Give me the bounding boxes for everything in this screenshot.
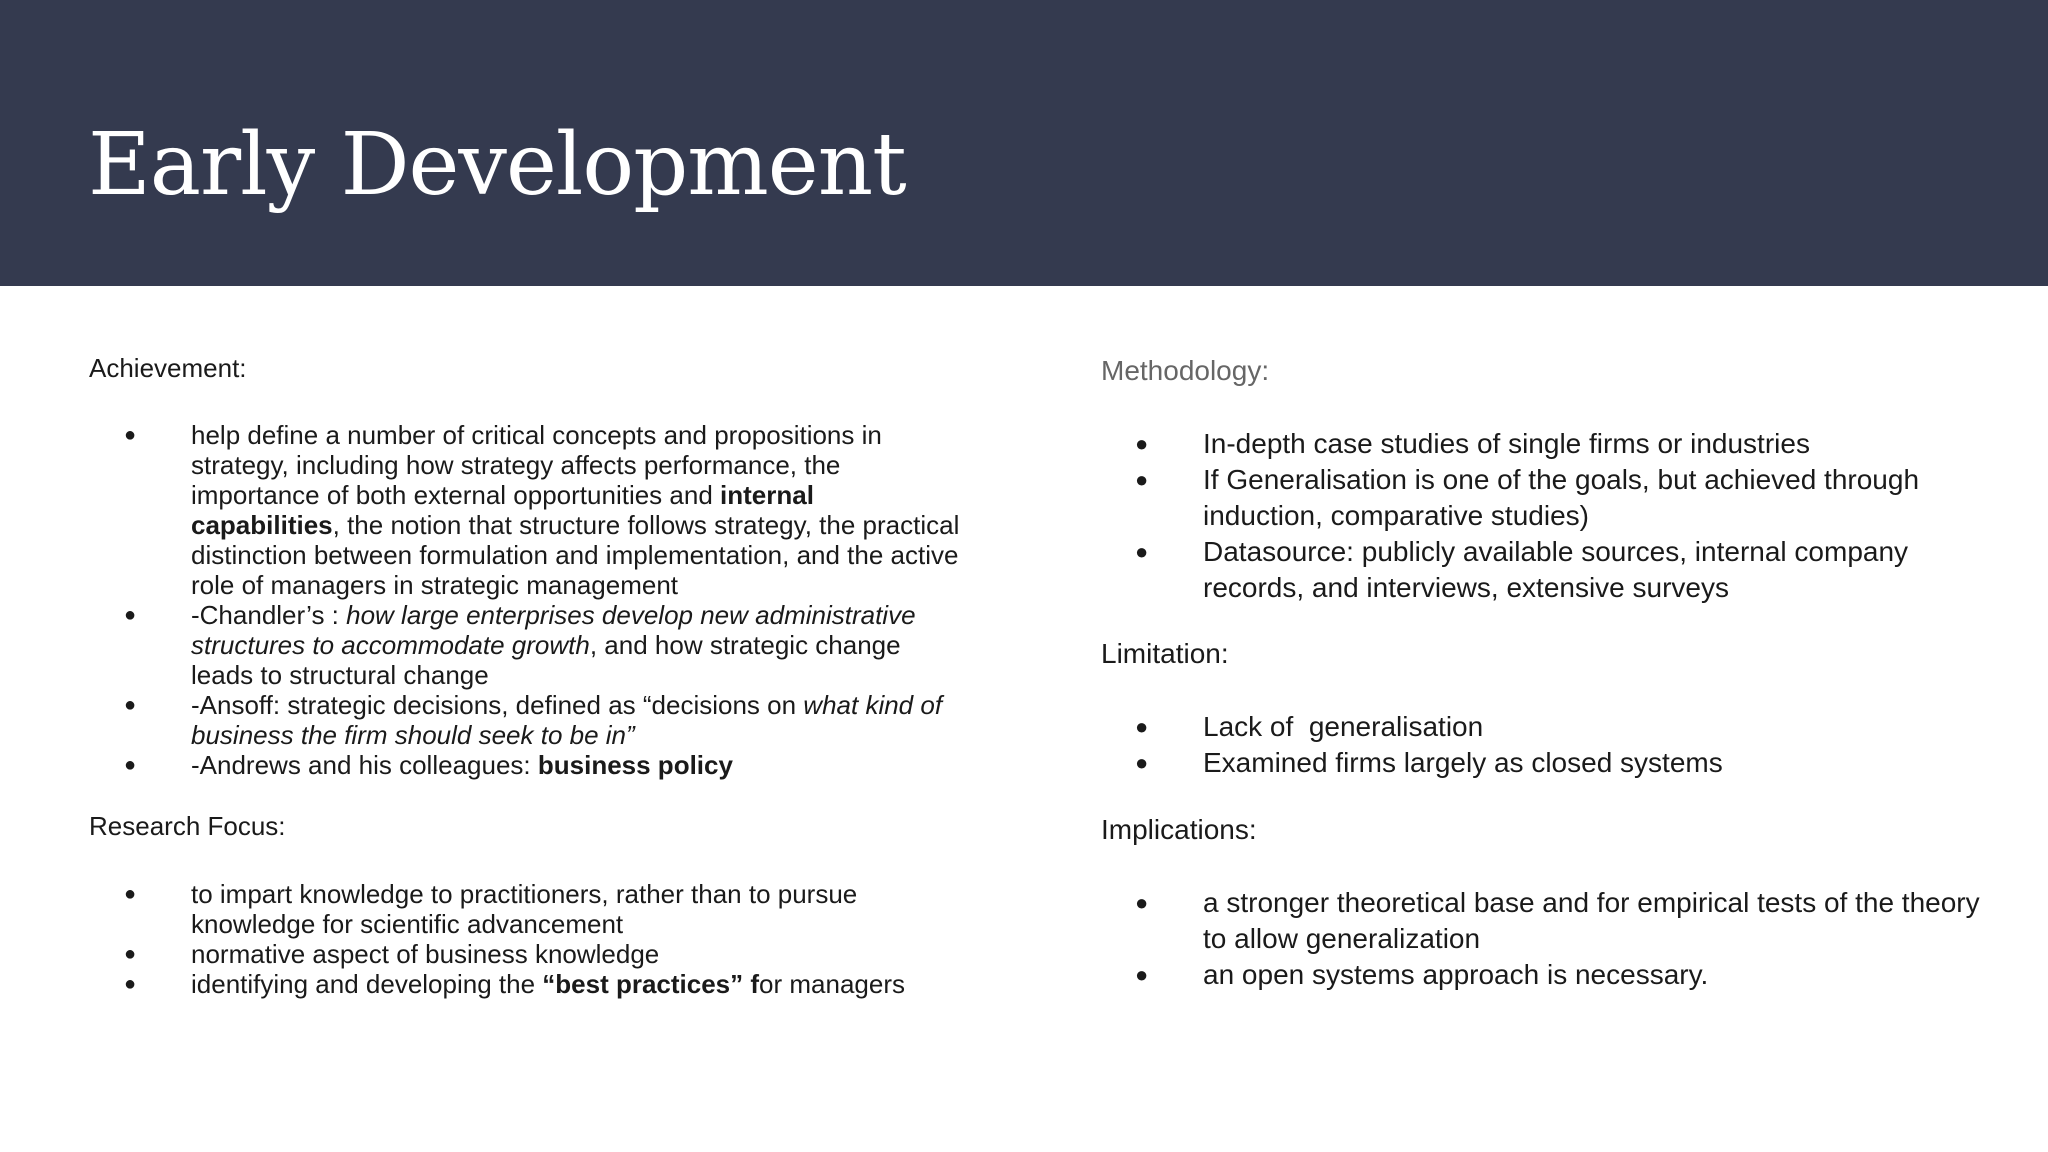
methodology-heading: Methodology: — [1101, 355, 1270, 386]
list-item: ● Examined firms largely as closed systems — [1101, 745, 1981, 781]
research-focus-heading: Research Focus: — [89, 811, 286, 841]
slide-title: Early Development — [88, 115, 906, 215]
bullet-icon: ● — [124, 604, 137, 626]
bullet-icon: ● — [1135, 431, 1149, 456]
bullet-icon: ● — [124, 694, 137, 716]
bullet-icon: ● — [124, 424, 137, 446]
list-item: ● help define a number of critical concepts and propositions in strategy, including how strategy affects performance, the importance of both external opportunities and internal capabilities, the notion that structure follows strategy, the practical distinction between formulation and implementation, and the active role of managers in strategic management — [124, 420, 960, 600]
limitation-heading: Limitation: — [1101, 638, 1229, 669]
list-item: ● identifying and developing the “best practices” for managers — [124, 969, 905, 999]
bullet-icon: ● — [1135, 539, 1149, 564]
achievement-heading: Achievement: — [89, 353, 247, 383]
list-item: ● normative aspect of business knowledge — [124, 939, 660, 969]
methodology-list — [1101, 426, 1981, 606]
list-item: ● Datasource: publicly available sources, internal company records, and interviews, extensive surveys — [1135, 536, 1909, 603]
implications-list — [1101, 885, 1981, 993]
bullet-icon: ● — [1135, 890, 1149, 915]
bullet-icon: ● — [124, 973, 137, 995]
list-item: ● Lack of generalisation — [1101, 709, 1981, 745]
list-item: ● If Generalisation is one of the goals, but achieved through induction, comparative studies) — [1135, 464, 1920, 531]
implications-heading: Implications: — [1101, 814, 1257, 845]
achievement-list — [89, 420, 969, 780]
list-item: ● In-depth case studies of single firms or industries — [1101, 426, 1981, 462]
list-item: ● a stronger theoretical base and for empirical tests of the theory to allow generalization — [1135, 887, 1980, 954]
bullet-icon: ● — [124, 943, 137, 965]
list-item: ● -Ansoff: strategic decisions, defined as “decisions on what kind of business the firm should seek to be in” — [124, 690, 943, 750]
bullet-icon: ● — [124, 754, 137, 776]
list-item: ● -Chandler’s : how large enterprises develop new administrative structures to accommodate growth, and how strategic change leads to structural change — [124, 600, 916, 690]
bullet-icon: ● — [124, 883, 137, 905]
bullet-icon: ● — [1135, 962, 1149, 987]
list-item: ● to impart knowledge to practitioners, rather than to pursue knowledge for scientific advancement — [124, 879, 858, 939]
limitation-list — [1101, 709, 1981, 781]
research-focus-list — [89, 879, 969, 999]
list-item: ● an open systems approach is necessary. — [1101, 957, 1981, 993]
bullet-icon: ● — [1135, 750, 1149, 775]
bullet-icon: ● — [1135, 467, 1149, 492]
bullet-icon: ● — [1135, 714, 1149, 739]
list-item: ● -Andrews and his colleagues: business policy — [124, 750, 733, 780]
